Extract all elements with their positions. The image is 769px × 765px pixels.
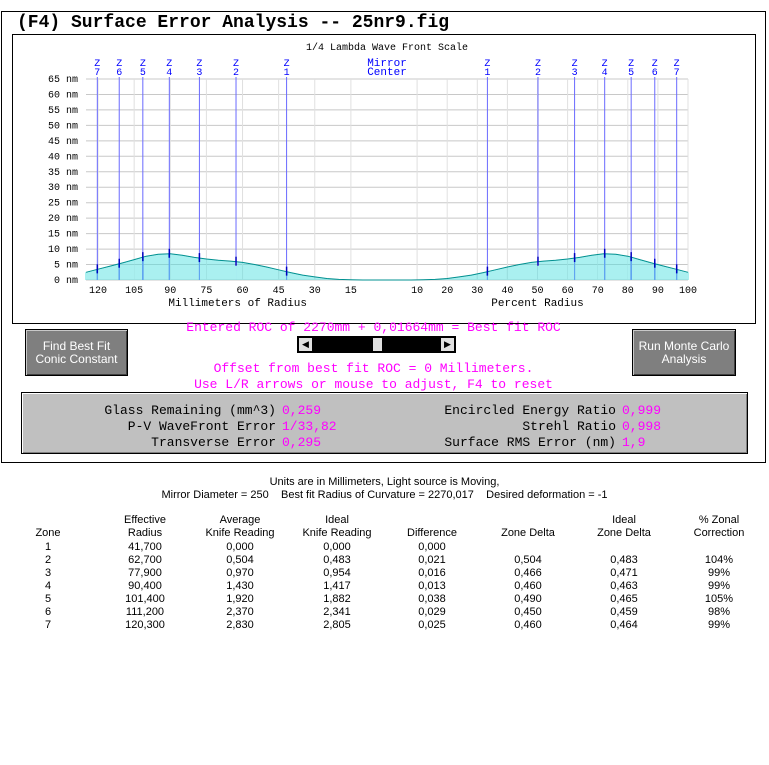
x-tick-label-right: 30	[471, 286, 484, 297]
x-tick-label-left: 60	[236, 286, 249, 297]
table-cell: 0,463	[610, 580, 638, 592]
table-cell: 62,700	[128, 554, 162, 566]
table-cell: 0,490	[514, 593, 542, 605]
y-tick-label: 10 nm	[47, 245, 78, 257]
zone-number-left: 7	[94, 68, 101, 79]
column-header-line2: Zone Delta	[597, 527, 651, 539]
zone-number-right: 3	[571, 68, 578, 79]
x-tick-label-left: 45	[272, 286, 285, 297]
x-tick-label-left: 90	[164, 286, 177, 297]
table-cell: 105%	[704, 593, 734, 605]
zone-letter-left: Z	[233, 59, 240, 70]
strehl-ratio-value: 0,998	[622, 419, 662, 434]
find-best-fit-conic-button[interactable]: Find Best Fit Conic Constant	[25, 329, 128, 376]
y-tick-label: 45 nm	[47, 136, 78, 148]
table-cell: 0,025	[418, 619, 446, 631]
zone-letter-right: Z	[484, 59, 491, 70]
table-cell: 0,483	[323, 554, 351, 566]
x-tick-label-right: 90	[651, 286, 664, 297]
table-cell: 1,417	[323, 580, 351, 592]
y-tick-label: 60 nm	[47, 90, 78, 102]
table-cell: 0,504	[514, 554, 542, 566]
table-cell: 90,400	[128, 580, 162, 592]
zone-letter-left: Z	[139, 59, 146, 70]
zone-number-left: 2	[233, 68, 240, 79]
x-tick-label-right: 80	[621, 286, 634, 297]
y-tick-label: 65 nm	[47, 75, 78, 86]
y-tick-label: 0 nm	[53, 276, 78, 287]
info-line-2: Mirror Diameter = 250 Best fit Radius of Curvature = 2270,017 Desired deformation = -1	[161, 489, 608, 501]
x-tick-label-left: 75	[200, 286, 213, 297]
table-cell: 99%	[707, 580, 731, 592]
zone-letter-right: Z	[601, 59, 608, 70]
encircled-energy-value: 0,999	[622, 403, 662, 418]
column-header-line1: Ideal	[612, 514, 636, 526]
column-header-line2: Zone Delta	[501, 527, 555, 539]
table-cell: 3	[44, 567, 52, 579]
window-title: (F4) Surface Error Analysis -- 25nr9.fig	[14, 13, 452, 33]
zone-letter-right: Z	[571, 59, 578, 70]
zone-number-left: 4	[166, 68, 173, 79]
table-cell: 2,805	[323, 619, 351, 631]
zone-letter-left: Z	[283, 59, 290, 70]
x-tick-label-right: 60	[561, 286, 574, 297]
table-cell: 98%	[707, 606, 731, 618]
wavefront-chart-svg	[13, 35, 755, 323]
column-header-line2: Knife Reading	[302, 527, 372, 539]
table-cell: 0,000	[323, 541, 351, 553]
y-tick-label: 25 nm	[47, 198, 78, 210]
y-tick-label: 50 nm	[47, 121, 78, 133]
y-tick-label: 15 nm	[47, 229, 78, 241]
offset-text: Offset from best fit ROC = 0 Millimeters.	[213, 361, 534, 376]
zone-number-right: 5	[628, 68, 635, 79]
zone-number-left: 5	[139, 68, 146, 79]
y-tick-label: 30 nm	[47, 183, 78, 195]
x-tick-label-right: 50	[531, 286, 544, 297]
column-header-line2: Difference	[407, 527, 457, 539]
table-cell: 77,900	[128, 567, 162, 579]
table-cell: 99%	[707, 567, 731, 579]
zone-number-right: 4	[601, 68, 608, 79]
transverse-error-value: 0,295	[282, 435, 322, 450]
x-tick-label-right: 100	[678, 286, 698, 297]
zone-letter-left: Z	[116, 59, 123, 70]
column-header-line2: Correction	[693, 527, 745, 539]
table-cell: 0,450	[514, 606, 542, 618]
x-tick-label-right: 10	[411, 286, 424, 297]
x-tick-label-left: 30	[308, 286, 321, 297]
glass-remaining-value: 0,259	[282, 403, 322, 418]
mirror-center-label-1: Mirror	[367, 58, 407, 70]
slider-thumb[interactable]	[373, 338, 382, 351]
zone-number-left: 6	[116, 68, 123, 79]
zone-letter-right: Z	[534, 59, 541, 70]
column-header-line2: Radius	[127, 527, 163, 539]
strehl-ratio-label: Strehl Ratio	[522, 419, 616, 434]
table-cell: 99%	[707, 619, 731, 631]
table-cell: 0,021	[418, 554, 446, 566]
zone-number-left: 3	[196, 68, 203, 79]
table-cell: 120,300	[125, 619, 165, 631]
table-cell: 5	[44, 593, 52, 605]
y-tick-label: 55 nm	[47, 105, 78, 117]
wavefront-chart	[12, 34, 756, 324]
slider-left-arrow-icon[interactable]: ◀	[299, 338, 312, 351]
table-cell: 0,016	[418, 567, 446, 579]
table-cell: 0,954	[323, 567, 351, 579]
table-cell: 2,370	[226, 606, 254, 618]
pv-wavefront-value: 1/33,82	[282, 419, 337, 434]
table-cell: 0,013	[418, 580, 446, 592]
column-header-line2: Zone	[35, 527, 61, 539]
table-cell: 111,200	[125, 606, 165, 618]
table-cell: 2,830	[226, 619, 254, 631]
x-tick-label-left: 105	[125, 286, 144, 297]
x-axis-label-right: Percent Radius	[491, 298, 584, 310]
zone-letter-left: Z	[94, 59, 101, 70]
zone-number-right: 2	[534, 68, 541, 79]
run-monte-carlo-button[interactable]: Run Monte Carlo Analysis	[632, 329, 736, 376]
info-line-1: Units are in Millimeters, Light source is Moving,	[269, 476, 500, 488]
zone-number-right: 1	[484, 68, 491, 79]
column-header-line2: Knife Reading	[205, 527, 275, 539]
table-cell: 0,029	[418, 606, 446, 618]
glass-remaining-label: Glass Remaining (mm^3)	[104, 403, 276, 418]
slider-right-arrow-icon[interactable]: ▶	[441, 338, 454, 351]
table-cell: 4	[44, 580, 52, 592]
table-cell: 0,459	[610, 606, 638, 618]
transverse-error-label: Transverse Error	[151, 435, 276, 450]
x-tick-label-right: 40	[501, 286, 514, 297]
analysis-info	[0, 476, 769, 502]
table-cell: 0,504	[226, 554, 254, 566]
table-cell: 0,970	[226, 567, 254, 579]
zone-number-right: 6	[651, 68, 658, 79]
table-cell: 101,400	[125, 593, 165, 605]
roc-text: Entered ROC of 2270mm + 0,01664mm = Best fit ROC	[186, 320, 561, 335]
table-cell: 1	[44, 541, 52, 553]
zone-letter-right: Z	[651, 59, 658, 70]
table-cell: 6	[44, 606, 52, 618]
table-cell: 0,465	[610, 593, 638, 605]
column-header-line1: Effective	[124, 514, 166, 526]
x-axis-label-left: Millimeters of Radius	[168, 298, 308, 310]
table-cell: 0,460	[514, 619, 542, 631]
zone-number-right: 7	[673, 68, 680, 79]
table-cell: 2,341	[323, 606, 351, 618]
table-cell: 1,882	[323, 593, 351, 605]
y-tick-label: 35 nm	[47, 167, 78, 179]
table-cell: 2	[44, 554, 52, 566]
y-tick-label: 20 nm	[47, 214, 78, 226]
table-cell: 0,000	[418, 541, 446, 553]
zone-letter-left: Z	[196, 59, 203, 70]
surface-rms-value: 1,9	[622, 435, 646, 450]
x-tick-label-right: 70	[591, 286, 604, 297]
zone-letter-left: Z	[166, 59, 173, 70]
table-cell: 104%	[704, 554, 734, 566]
column-header-line1: Ideal	[325, 514, 349, 526]
table-cell: 0,038	[418, 593, 446, 605]
table-cell: 0,000	[226, 541, 254, 553]
zone-letter-right: Z	[628, 59, 635, 70]
table-cell: 0,483	[610, 554, 638, 566]
y-tick-label: 40 nm	[47, 152, 78, 164]
column-header-line1: Average	[219, 514, 261, 526]
x-tick-label-left: 120	[89, 286, 108, 297]
surface-rms-label: Surface RMS Error (nm)	[444, 435, 616, 450]
encircled-energy-label: Encircled Energy Ratio	[444, 403, 616, 418]
chart-title: 1/4 Lambda Wave Front Scale	[305, 43, 469, 54]
table-cell: 1,920	[226, 593, 254, 605]
x-tick-label-left: 15	[344, 286, 357, 297]
stats-panel	[21, 392, 748, 454]
table-cell: 0,464	[610, 619, 638, 631]
column-header-line1: % Zonal	[698, 514, 740, 526]
table-cell: 1,430	[226, 580, 254, 592]
table-cell: 0,466	[514, 567, 542, 579]
hint-text: Use L/R arrows or mouse to adjust, F4 to reset	[194, 377, 553, 392]
pv-wavefront-label: P-V WaveFront Error	[127, 419, 276, 434]
table-cell: 0,471	[610, 567, 638, 579]
table-cell: 0,460	[514, 580, 542, 592]
zone-number-left: 1	[283, 68, 290, 79]
y-tick-label: 5 nm	[53, 260, 78, 272]
x-tick-label-right: 20	[441, 286, 454, 297]
table-cell: 41,700	[128, 541, 162, 553]
zone-letter-right: Z	[673, 59, 680, 70]
roc-offset-slider[interactable]	[297, 336, 456, 353]
mirror-center-label-2: Center	[367, 67, 407, 79]
table-cell: 7	[44, 619, 52, 631]
